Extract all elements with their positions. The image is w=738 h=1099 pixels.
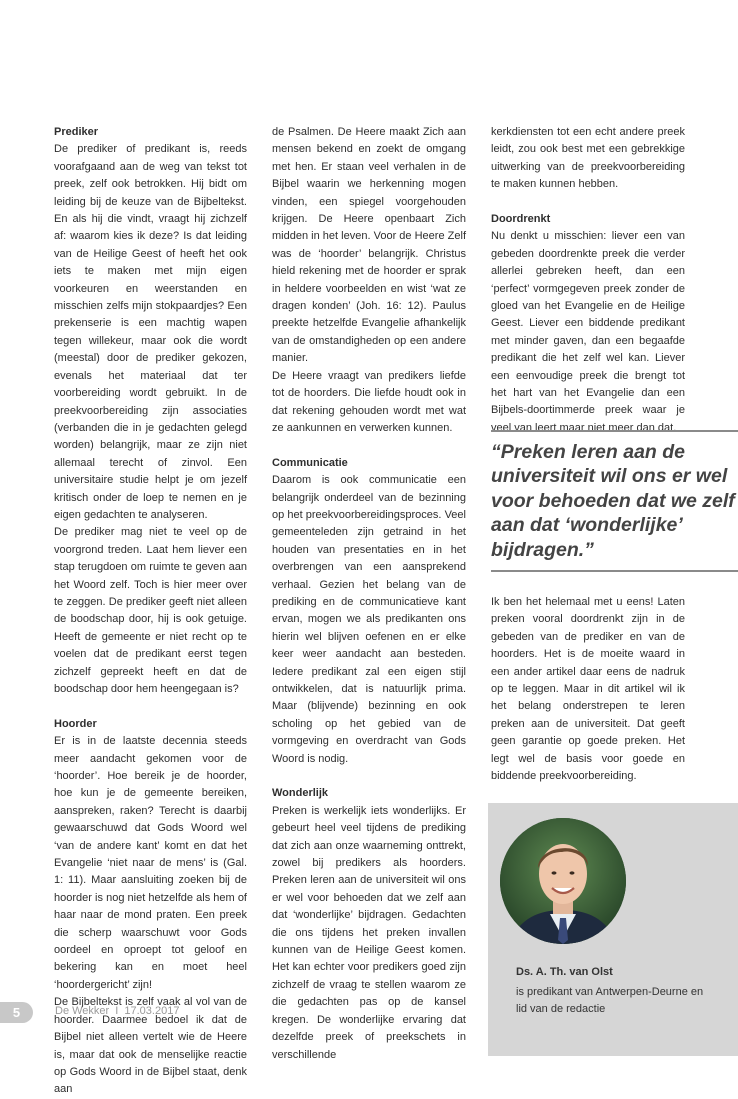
article-column-3-continued <box>491 594 685 785</box>
pull-quote <box>491 430 738 572</box>
page-number: 5 <box>0 1002 33 1023</box>
paragraph: Nu denkt u misschien: liever een van gebeden doordrenkte preek die verder allerlei gebreken heeft, dan een ‘perfect’ vormgegeven preek zonder de gloed van het Evangelie en de Heilige Geest. Liever een biddende predikant met minder gaven, dan een begaafde predikant die het zelf wel kan. Liever een eenvoudige preek die brengt tot het hart van het Evangelie dan een Bijbels-doortimmerde preek waar je veel van leert maar niet meer dan dat. <box>491 230 685 434</box>
paragraph: De Bijbeltekst is zelf vaak al vol van de hoorder. Daarmee bedoel ik dat de Bijbel niet alleen vertelt wie de Heere is, maar dat ook de menselijke reactie op Gods Woord in de Bijbel staat, denk aan <box>54 996 247 1096</box>
article-column-1 <box>54 124 247 1099</box>
paragraph: Ik ben het helemaal met u eens! Laten preken vooral doordrenkt zijn in de gebeden van de prediker en van de hoorders. Het is de moeite waard in een ander artikel daar eens de nadruk op te leggen. Maar in dit artikel wil ik het belang onderstrepen te leren preken aan de universiteit. Dat geeft geen garantie op goede preken. Het legt wel de basis voor goede en biddende preekvoorbereiding. <box>491 596 685 783</box>
article-column-2 <box>272 124 466 1064</box>
paragraph: De Heere vraagt van predikers liefde tot de hoorders. Die liefde houdt ook in dat rekening gehouden wordt met wat ze aankunnen en verwerken kunnen. <box>272 369 466 434</box>
pull-quote-text: “Preken leren aan de universiteit wil ons er wel voor behoeden dat we zelf aan dat ‘wonderlijke’ bijdragen.” <box>491 441 735 561</box>
author-portrait-illustration <box>500 818 626 944</box>
author-photo <box>500 818 626 944</box>
paragraph: Er is in de laatste decennia steeds meer aandacht gekomen voor de ‘hoorder’. Hoe bereik je de hoorder, hoe kun je de gemeente bereiken, aanspreken, raken? Terecht is daarbij gewaarschuwd dat Gods Woord wel ‘van de andere kant’ komt en dat het Evangelie ‘niet naar de mens’ is (Gal. 1: 11). Maar aansluiting zoeken bij de hoorder is nog niet hetzelfde als hem of haar naar de mond praten. Een preek die scherp waarschuwt voor Gods oordeel en oproept tot geloof en bekering kan en moet heel ‘hoordergericht’ zijn! <box>54 735 247 991</box>
paragraph: De prediker of predikant is, reeds voorafgaand aan de weg van tekst tot preek, zelf ook betrokken. Hij bidt om leiding bij de keuze van de Bijbeltekst. En als hij die vindt, vraagt hij zichzelf af: waarom kies ik deze? Is dat leiding van de Heilige Geest of heeft het ook iets te maken met mijn eigen voorkeuren en weerstanden en misschien zelfs mijn stokpaardjes? Een prekenserie is een machtig wapen tegen willekeur, maar ook die wordt (meestal) door de prediker gekozen, evenals het materiaal dat ter voorbereiding wordt gebruikt. In de preekvoorbereiding zijn associaties (verbanden die in je gedachten gelegd worden) belangrijk, maar ze zijn niet allemaal terecht of zinvol. Een universitaire studie helpt je om jezelf kritisch onder de loep te nemen en je eigen gedachten te analyseren. <box>54 143 247 521</box>
section-heading-doordrenkt: Doordrenkt <box>491 213 551 226</box>
author-description: is predikant van Antwerpen-Deurne en lid van de redactie <box>516 986 704 1015</box>
article-column-3 <box>491 124 685 437</box>
footer-separator: I <box>115 1005 119 1017</box>
paragraph: De prediker mag niet te veel op de voorgrond treden. Laat hem liever een stap terugdoen om ruimte te geven aan het Woord zelf. Toch is hier meer over te zeggen. De prediker geeft niet alleen de boodschap door, hij is ook getuige. Heeft de gemeente er niet recht op te voelen dat de predikant eerst tegen zichzelf gepreekt heeft en dat de boodschap door hem heengegaan is? <box>54 526 247 695</box>
footer <box>55 1005 179 1017</box>
author-name: Ds. A. Th. van Olst <box>516 966 613 978</box>
paragraph: Daarom is ook communicatie een belangrijk onderdeel van de bezinning op het preekvoorbereidingsproces. Veel gemeenteleden zijn getraind in het houden van presentaties en in het overbrengen van een aansprekend verhaal. Gezien het belang van de prediking en de communicatieve kant ervan, mogen we als predikanten ons hierin wel blijven oefenen en er elke keer weer aandacht aan besteden. Iedere predikant zal een eigen stijl ontwikkelen, dat is natuurlijk prima. Maar (blijvende) bezinning en ook scholing op het gebied van de vormgeving en overdracht van Gods Woord is nodig. <box>272 474 466 765</box>
section-heading-wonderlijk: Wonderlijk <box>272 787 329 800</box>
issue-date: 17.03.2017 <box>124 1005 180 1017</box>
section-heading-hoorder: Hoorder <box>54 717 97 730</box>
section-heading-prediker: Prediker <box>54 126 99 138</box>
paragraph: Preken is werkelijk iets wonderlijks. Er gebeurt heel veel tijdens de prediking dat zich aan onze waarneming onttrekt, zowel bij predikers als hoorders. Preken leren aan de universiteit wil ons er wel voor behoeden dat we zelf aan dat ‘wonderlijke’ bijdragen. Gedachten die ons tijdens het preken invallen kunnen van de Heilige Geest komen. Het kan echter voor predikers goed zijn zichzelf de vraag te stellen waarom ze die gedachten pas op de kansel kregen. De wonderlijke ervaring dat dezelfde preek of preekschets in verschillende <box>272 804 466 1061</box>
section-heading-communicatie: Communicatie <box>272 456 348 469</box>
paragraph: kerkdiensten tot een echt andere preek leidt, zou ook best met een gebrekkige uitwerking van de preekvoorbereiding te maken kunnen hebben. <box>491 126 685 191</box>
publication-name: De Wekker <box>55 1005 110 1017</box>
paragraph: de Psalmen. De Heere maakt Zich aan mensen bekend en zoekt de omgang met hen. Er staan veel verhalen in de Bijbel waarin we herkenning mogen vinden, een spiegel voorgehouden krijgen. De Heere openbaart Zich midden in het leven. Voor de Heere Zelf was de ‘hoorder’ belangrijk. Christus hield rekening met de hoorder er sprak in heldere voorbeelden en wist ‘wat ze dragen konden’ (Joh. 16: 12). Paulus preekte hetzelfde Evangelie afhankelijk van de omstandigheden op een andere manier. <box>272 126 466 365</box>
